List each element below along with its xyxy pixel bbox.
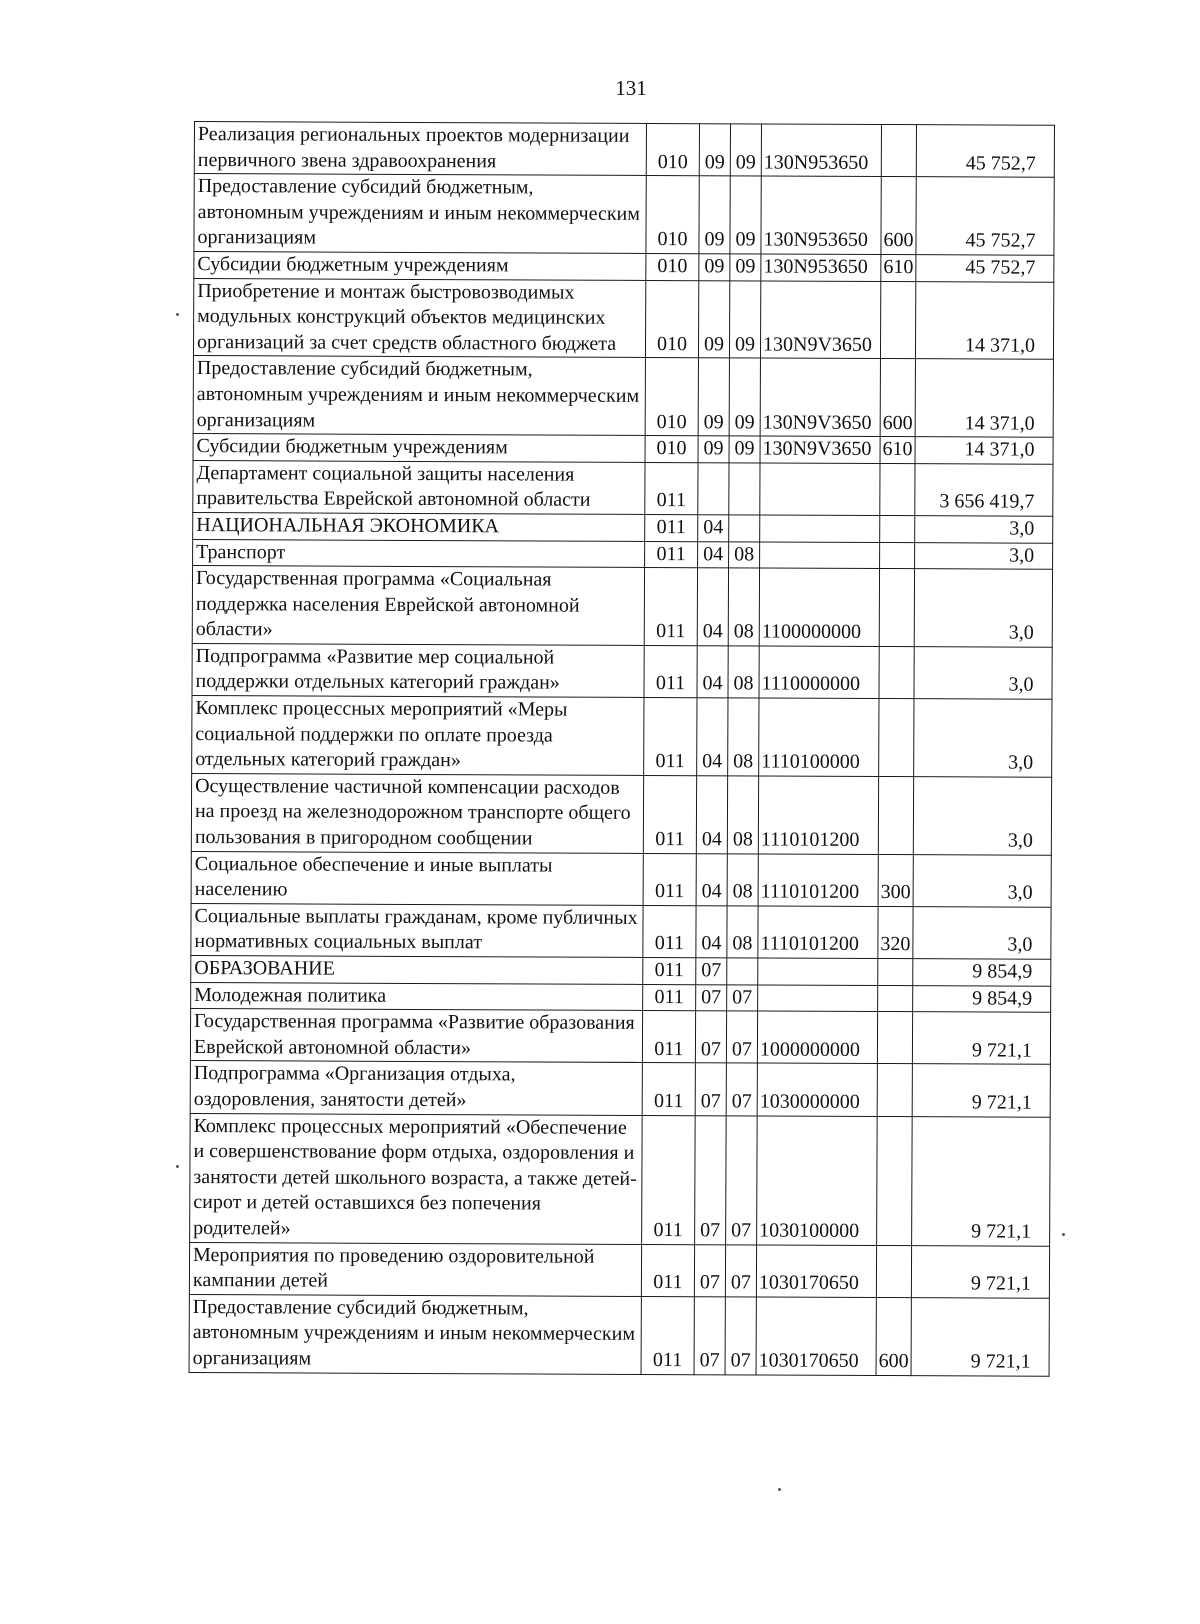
row-ved: 011 [643,853,696,905]
row-vr: 610 [880,437,915,464]
row-pr: 08 [728,646,759,698]
row-csr: 130N953650 [761,124,881,177]
row-ved: 010 [646,253,699,280]
row-pr: 09 [729,358,760,436]
row-sum: 45 752,7 [916,255,1054,282]
table-row [191,903,1051,959]
row-pr: 09 [730,254,761,281]
row-vr: 600 [876,1297,911,1375]
row-csr [758,958,878,985]
row-sum: 3,0 [913,854,1051,907]
row-csr: 1030170650 [756,1244,876,1297]
row-ved: 011 [643,905,696,957]
row-name: Государственная программа «Социальная поддержка населения Еврейской автономной области» [192,566,644,646]
row-sum: 9 721,1 [912,1064,1050,1117]
row-rz: 04 [698,515,729,542]
row-pr: 07 [726,1011,757,1063]
row-sum: 9 854,9 [913,985,1051,1012]
row-name: Департамент социальной защиты населения правительства Еврейской автономной области [193,460,645,514]
row-pr: 08 [727,853,758,905]
row-name: Реализация региональных проектов модернизации первичного звена здравоохранения [194,122,646,176]
row-pr [729,515,760,542]
row-vr: 300 [878,854,913,906]
row-vr [880,515,915,542]
table-row [193,434,1053,464]
row-vr [877,1012,912,1064]
row-vr: 600 [881,177,916,255]
row-ved: 011 [644,568,697,646]
row-csr: 130N9V3650 [760,358,880,436]
row-name: Комплекс процессных мероприятий «Меры социальной поддержки по оплате проезда отдельных категорий граждан» [192,696,644,776]
row-ved: 011 [642,1063,695,1115]
row-csr [760,463,880,516]
budget-table [189,121,1055,1376]
row-csr: 1030100000 [757,1116,878,1245]
row-ved: 011 [642,1011,695,1063]
row-name: Субсидии бюджетным учреждениям [194,251,646,280]
row-ved: 011 [643,775,696,853]
row-name: Молодежная политика [191,982,643,1011]
row-pr: 09 [729,280,760,358]
row-csr: 1110101200 [758,776,878,854]
row-rz: 09 [699,254,730,281]
row-sum: 3,0 [913,906,1051,959]
row-name: Приобретение и монтаж быстровозводимых модульных конструкций объектов медицинских организаций за счет средств областного бюджета [193,278,645,358]
row-pr: 09 [730,124,761,176]
row-rz: 04 [698,541,729,568]
row-pr: 07 [725,1297,756,1375]
row-rz: 09 [698,436,729,463]
row-rz [698,462,729,514]
row-name: Предоставление субсидий бюджетным, автономным учреждениям и иным некоммерческим организациям [194,174,646,254]
table-row [193,539,1053,569]
row-sum: 3,0 [914,699,1052,777]
row-vr [877,1116,913,1245]
row-pr: 09 [730,176,761,254]
row-ved: 010 [645,280,698,358]
row-ved: 011 [645,541,698,568]
row-pr: 07 [726,1063,757,1115]
row-csr: 130N9V3650 [760,436,880,463]
row-pr: 08 [729,541,760,568]
table-row [194,251,1054,281]
page-number: 131 [615,76,647,100]
row-ved: 011 [641,1296,694,1374]
table-row [192,566,1052,648]
row-name: Подпрограмма «Организация отдыха, оздоровления, занятости детей» [190,1061,642,1115]
row-vr [877,1064,912,1116]
row-name: Субсидии бюджетным учреждениям [193,434,645,463]
row-ved: 010 [645,358,698,436]
row-rz: 09 [698,280,729,358]
row-csr: 1000000000 [757,1011,877,1064]
row-vr [879,699,914,777]
row-csr: 1100000000 [759,568,879,646]
row-name: Осуществление частичной компенсации расходов на проезд на железнодорожном транспорте общего пользования в пригородном сообщении [191,773,643,853]
row-ved: 010 [646,176,699,254]
row-rz: 04 [696,776,727,854]
row-vr [881,124,916,176]
row-sum: 14 371,0 [915,359,1053,437]
row-pr: 08 [727,906,758,958]
row-rz: 07 [695,1115,727,1244]
row-rz: 04 [696,853,727,905]
row-ved: 010 [646,123,699,175]
scan-speck [176,313,179,316]
row-name: Предоставление субсидий бюджетным, автономным учреждениям и иным некоммерческим организациям [189,1294,641,1374]
row-ved: 011 [641,1244,694,1296]
scan-speck [778,1488,781,1491]
table-row [191,851,1051,907]
row-name: Социальные выплаты гражданам, кроме публичных нормативных социальных выплат [191,903,643,957]
table-row [194,174,1054,256]
row-name: Социальное обеспечение и иные выплаты населению [191,851,643,905]
row-name: Комплекс процессных мероприятий «Обеспечение и совершенствование форм отдыха, оздоровления и занятости детей школьного возраста, а также детей-сирот и детей оставшихся без попечения родителей» [190,1113,643,1244]
row-sum: 9 721,1 [911,1245,1049,1298]
row-sum: 9 721,1 [912,1116,1051,1246]
table-body [189,122,1054,1376]
row-vr [879,646,914,698]
row-name: ОБРАЗОВАНИЕ [191,955,643,984]
row-csr: 1110100000 [759,698,879,776]
table-row [191,982,1051,1012]
row-vr: 320 [878,906,913,958]
row-csr: 1110101200 [758,854,878,907]
row-sum: 3 656 419,7 [915,463,1053,516]
row-sum: 3,0 [915,542,1053,569]
row-csr [760,515,880,542]
table-row [190,1113,1051,1246]
row-ved: 011 [642,1115,696,1244]
row-vr [880,281,915,359]
row-rz: 04 [697,698,728,776]
row-vr [879,569,914,647]
row-sum: 3,0 [913,776,1051,854]
row-rz: 07 [695,1063,726,1115]
scan-speck [1062,1233,1065,1236]
row-csr: 130N953650 [761,254,881,281]
row-rz: 07 [696,984,727,1011]
scan-speck [176,1165,179,1168]
table-row [190,1061,1050,1117]
row-vr: 610 [881,254,916,281]
row-csr: 1110000000 [759,646,879,699]
row-csr: 1110101200 [758,906,878,959]
table-row [192,696,1052,778]
row-sum: 9 721,1 [912,1012,1050,1065]
row-rz: 07 [694,1244,725,1296]
row-sum: 9 854,9 [913,959,1051,986]
row-rz: 09 [699,176,730,254]
row-pr: 09 [729,436,760,463]
row-ved: 011 [644,698,697,776]
row-pr: 08 [727,776,758,854]
row-name: НАЦИОНАЛЬНАЯ ЭКОНОМИКА [193,512,645,541]
row-csr: 1030000000 [757,1063,877,1116]
row-vr [876,1245,911,1297]
row-csr [758,985,878,1012]
row-ved: 011 [645,514,698,541]
table-row [191,955,1051,985]
row-vr [878,776,913,854]
row-pr: 07 [727,984,758,1011]
row-pr: 08 [728,698,759,776]
row-sum: 45 752,7 [916,177,1054,255]
row-rz: 07 [696,958,727,985]
table-row [189,1294,1049,1376]
table-row [190,1009,1050,1065]
row-ved: 011 [643,984,696,1011]
row-ved: 011 [645,462,698,514]
table-row [193,356,1053,438]
row-rz: 07 [695,1011,726,1063]
row-sum: 3,0 [915,516,1053,543]
row-rz: 09 [699,124,730,176]
row-vr [880,542,915,569]
row-rz: 09 [698,358,729,436]
row-vr [878,958,913,985]
table-row [192,643,1052,699]
row-pr: 07 [726,1115,758,1244]
row-rz: 04 [696,906,727,958]
row-pr: 07 [725,1244,756,1296]
row-sum: 3,0 [914,647,1052,700]
row-pr [727,958,758,985]
row-name: Транспорт [193,539,645,568]
row-csr: 130N953650 [761,176,881,254]
row-ved: 010 [645,436,698,463]
row-ved: 011 [644,645,697,697]
row-rz: 04 [697,568,728,646]
row-pr [729,463,760,515]
row-rz: 07 [694,1296,725,1374]
table-row [189,1242,1049,1298]
row-csr: 1030170650 [756,1297,876,1375]
row-sum: 14 371,0 [915,437,1053,464]
row-vr [880,463,915,515]
row-name: Предоставление субсидий бюджетным, автономным учреждениям и иным некоммерческим организациям [193,356,645,436]
row-vr: 600 [880,359,915,437]
row-sum: 3,0 [914,569,1052,647]
table-row [194,122,1054,178]
row-pr: 08 [728,568,759,646]
row-sum: 9 721,1 [911,1297,1049,1375]
row-vr [878,985,913,1012]
row-name: Мероприятия по проведению оздоровительной кампании детей [189,1242,641,1296]
row-sum: 45 752,7 [916,125,1054,178]
row-sum: 14 371,0 [915,281,1053,359]
row-ved: 011 [643,957,696,984]
row-rz: 04 [697,646,728,698]
table-row [193,512,1053,542]
row-name: Государственная программа «Развитие образования Еврейской автономной области» [190,1009,642,1063]
table-row [193,278,1053,360]
table-row [193,460,1053,516]
table-row [191,773,1051,855]
row-name: Подпрограмма «Развитие мер социальной поддержки отдельных категорий граждан» [192,643,644,697]
row-csr [760,541,880,568]
row-csr: 130N9V3650 [760,281,880,359]
